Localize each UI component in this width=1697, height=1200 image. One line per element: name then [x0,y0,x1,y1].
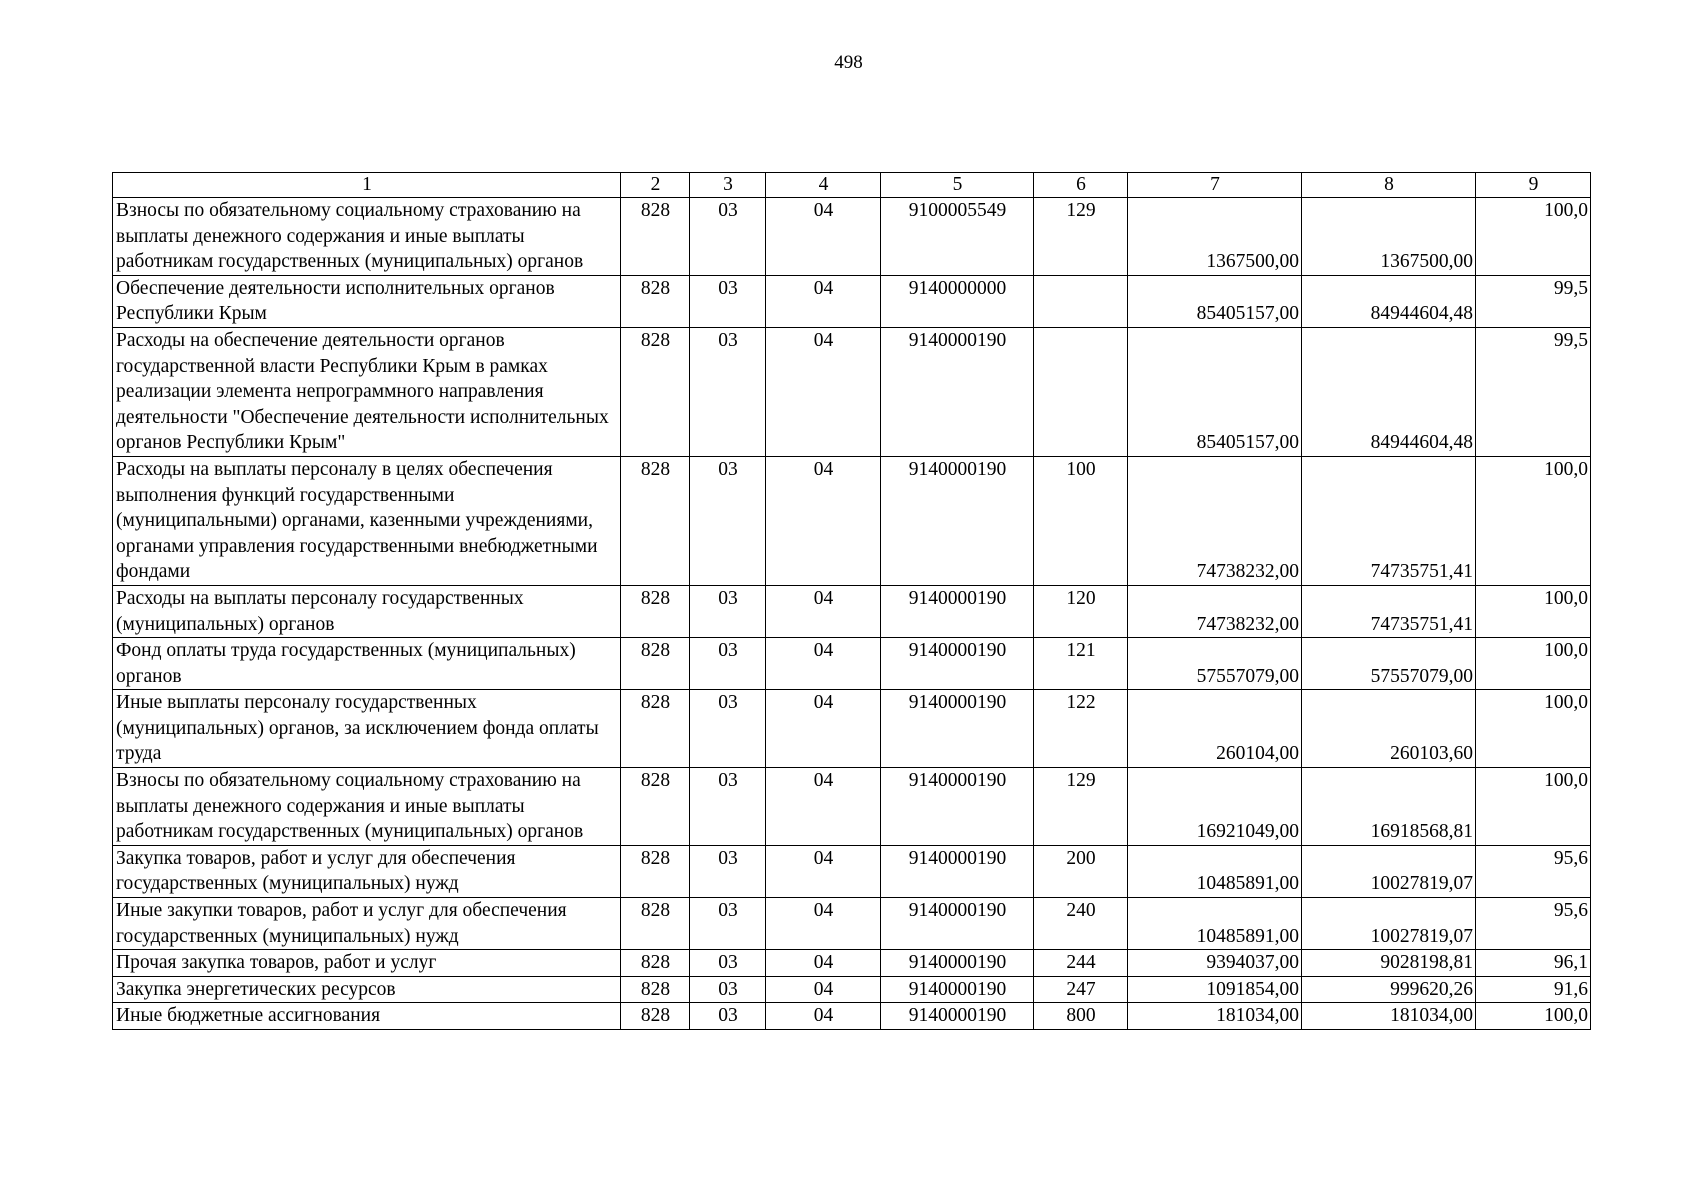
target-article-cell: 9100005549 [881,198,1034,276]
executed-amount-cell: 10027819,07 [1302,898,1476,950]
approved-amount-cell: 10485891,00 [1128,898,1302,950]
execution-percent-cell: 100,0 [1476,638,1591,690]
section-code-cell: 03 [690,768,766,846]
expense-name-cell: Расходы на обеспечение деятельности органов государственной власти Республики Крым в рамках реализации элемента непрограммного направления деятельности "Обеспечение деятельности исполнительных органов Республики Крым" [113,327,621,456]
ministry-code-cell: 828 [621,950,690,977]
table-row [113,768,1591,846]
expense-name-cell: Закупка энергетических ресурсов [113,976,621,1003]
expense-name-cell: Иные закупки товаров, работ и услуг для обеспечения государственных (муниципальных) нужд [113,898,621,950]
ministry-code-cell: 828 [621,275,690,327]
target-article-cell: 9140000190 [881,768,1034,846]
column-number: 9 [1476,173,1591,198]
approved-amount-cell: 74738232,00 [1128,456,1302,585]
execution-percent-cell: 100,0 [1476,198,1591,276]
table-row [113,1003,1591,1030]
executed-amount-cell: 181034,00 [1302,1003,1476,1030]
ministry-code-cell: 828 [621,638,690,690]
approved-amount-cell: 85405157,00 [1128,275,1302,327]
executed-amount-cell: 16918568,81 [1302,768,1476,846]
target-article-cell: 9140000000 [881,275,1034,327]
execution-percent-cell: 100,0 [1476,690,1591,768]
column-number: 6 [1034,173,1128,198]
target-article-cell: 9140000190 [881,690,1034,768]
expense-type-cell: 240 [1034,898,1128,950]
expense-type-cell [1034,275,1128,327]
execution-percent-cell: 96,1 [1476,950,1591,977]
section-code-cell: 03 [690,327,766,456]
expense-name-cell: Расходы на выплаты персоналу государственных (муниципальных) органов [113,585,621,637]
approved-amount-cell: 57557079,00 [1128,638,1302,690]
table-row [113,585,1591,637]
column-number: 3 [690,173,766,198]
expense-type-cell: 800 [1034,1003,1128,1030]
expense-type-cell [1034,327,1128,456]
section-code-cell: 03 [690,638,766,690]
ministry-code-cell: 828 [621,976,690,1003]
ministry-code-cell: 828 [621,327,690,456]
section-code-cell: 03 [690,456,766,585]
ministry-code-cell: 828 [621,1003,690,1030]
expense-type-cell: 129 [1034,198,1128,276]
subsection-code-cell: 04 [766,585,881,637]
ministry-code-cell: 828 [621,456,690,585]
subsection-code-cell: 04 [766,327,881,456]
ministry-code-cell: 828 [621,845,690,897]
column-number: 8 [1302,173,1476,198]
approved-amount-cell: 16921049,00 [1128,768,1302,846]
execution-percent-cell: 95,6 [1476,845,1591,897]
ministry-code-cell: 828 [621,898,690,950]
expense-name-cell: Иные бюджетные ассигнования [113,1003,621,1030]
table-row [113,950,1591,977]
approved-amount-cell: 74738232,00 [1128,585,1302,637]
execution-percent-cell: 100,0 [1476,1003,1591,1030]
subsection-code-cell: 04 [766,456,881,585]
execution-percent-cell: 91,6 [1476,976,1591,1003]
section-code-cell: 03 [690,898,766,950]
target-article-cell: 9140000190 [881,845,1034,897]
section-code-cell: 03 [690,585,766,637]
table-row [113,456,1591,585]
subsection-code-cell: 04 [766,690,881,768]
subsection-code-cell: 04 [766,845,881,897]
executed-amount-cell: 260103,60 [1302,690,1476,768]
section-code-cell: 03 [690,950,766,977]
execution-percent-cell: 100,0 [1476,768,1591,846]
expense-type-cell: 100 [1034,456,1128,585]
budget-table [112,172,1591,1030]
subsection-code-cell: 04 [766,976,881,1003]
subsection-code-cell: 04 [766,898,881,950]
expense-name-cell: Прочая закупка товаров, работ и услуг [113,950,621,977]
target-article-cell: 9140000190 [881,456,1034,585]
ministry-code-cell: 828 [621,768,690,846]
target-article-cell: 9140000190 [881,976,1034,1003]
target-article-cell: 9140000190 [881,638,1034,690]
table-row [113,327,1591,456]
ministry-code-cell: 828 [621,690,690,768]
expense-name-cell: Обеспечение деятельности исполнительных органов Республики Крым [113,275,621,327]
ministry-code-cell: 828 [621,198,690,276]
executed-amount-cell: 10027819,07 [1302,845,1476,897]
target-article-cell: 9140000190 [881,1003,1034,1030]
execution-percent-cell: 100,0 [1476,585,1591,637]
executed-amount-cell: 74735751,41 [1302,456,1476,585]
approved-amount-cell: 85405157,00 [1128,327,1302,456]
execution-percent-cell: 99,5 [1476,275,1591,327]
expense-type-cell: 247 [1034,976,1128,1003]
subsection-code-cell: 04 [766,198,881,276]
expense-name-cell: Иные выплаты персоналу государственных (муниципальных) органов, за исключением фонда оплаты труда [113,690,621,768]
expense-type-cell: 121 [1034,638,1128,690]
section-code-cell: 03 [690,690,766,768]
executed-amount-cell: 999620,26 [1302,976,1476,1003]
column-number: 5 [881,173,1034,198]
approved-amount-cell: 181034,00 [1128,1003,1302,1030]
executed-amount-cell: 1367500,00 [1302,198,1476,276]
execution-percent-cell: 100,0 [1476,456,1591,585]
execution-percent-cell: 95,6 [1476,898,1591,950]
column-number: 4 [766,173,881,198]
executed-amount-cell: 57557079,00 [1302,638,1476,690]
target-article-cell: 9140000190 [881,585,1034,637]
executed-amount-cell: 9028198,81 [1302,950,1476,977]
subsection-code-cell: 04 [766,768,881,846]
column-number: 1 [113,173,621,198]
page-number: 498 [834,52,863,73]
table-row [113,198,1591,276]
section-code-cell: 03 [690,1003,766,1030]
execution-percent-cell: 99,5 [1476,327,1591,456]
table-row [113,898,1591,950]
executed-amount-cell: 84944604,48 [1302,327,1476,456]
approved-amount-cell: 1367500,00 [1128,198,1302,276]
column-number: 2 [621,173,690,198]
subsection-code-cell: 04 [766,950,881,977]
section-code-cell: 03 [690,275,766,327]
section-code-cell: 03 [690,198,766,276]
target-article-cell: 9140000190 [881,898,1034,950]
table-row [113,690,1591,768]
expense-name-cell: Расходы на выплаты персоналу в целях обеспечения выполнения функций государственными (муниципальными) органами, казенными учреждениями, органами управления государственными внебюджетными фондами [113,456,621,585]
expense-type-cell: 244 [1034,950,1128,977]
expense-type-cell: 120 [1034,585,1128,637]
approved-amount-cell: 1091854,00 [1128,976,1302,1003]
expense-name-cell: Фонд оплаты труда государственных (муниципальных) органов [113,638,621,690]
expense-name-cell: Закупка товаров, работ и услуг для обеспечения государственных (муниципальных) нужд [113,845,621,897]
expense-type-cell: 129 [1034,768,1128,846]
column-number: 7 [1128,173,1302,198]
executed-amount-cell: 84944604,48 [1302,275,1476,327]
table-row [113,845,1591,897]
target-article-cell: 9140000190 [881,950,1034,977]
table-row [113,976,1591,1003]
table-row [113,275,1591,327]
executed-amount-cell: 74735751,41 [1302,585,1476,637]
section-code-cell: 03 [690,845,766,897]
subsection-code-cell: 04 [766,638,881,690]
expense-type-cell: 200 [1034,845,1128,897]
expense-type-cell: 122 [1034,690,1128,768]
subsection-code-cell: 04 [766,1003,881,1030]
approved-amount-cell: 260104,00 [1128,690,1302,768]
expense-name-cell: Взносы по обязательному социальному страхованию на выплаты денежного содержания и иные выплаты работникам государственных (муниципальных) органов [113,198,621,276]
approved-amount-cell: 10485891,00 [1128,845,1302,897]
table-body [113,173,1591,1030]
column-number-row [113,173,1591,198]
subsection-code-cell: 04 [766,275,881,327]
section-code-cell: 03 [690,976,766,1003]
expense-name-cell: Взносы по обязательному социальному страхованию на выплаты денежного содержания и иные выплаты работникам государственных (муниципальных) органов [113,768,621,846]
approved-amount-cell: 9394037,00 [1128,950,1302,977]
table-row [113,638,1591,690]
target-article-cell: 9140000190 [881,327,1034,456]
ministry-code-cell: 828 [621,585,690,637]
